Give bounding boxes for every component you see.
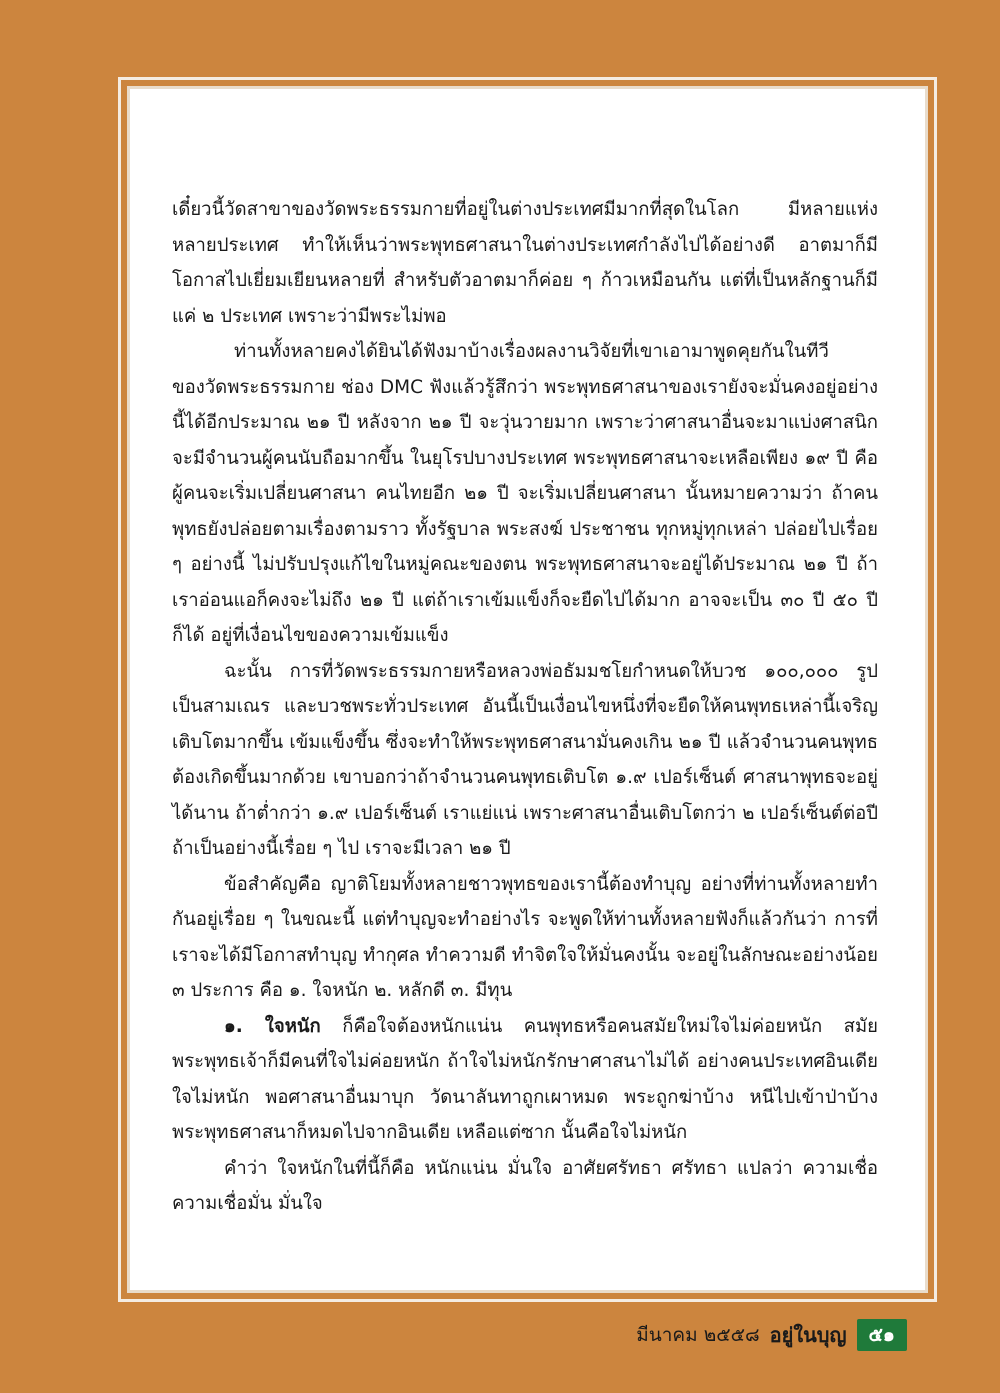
- article-body: [172, 192, 878, 1222]
- paragraph-1: เดี๋ยวนี้วัดสาขาของวัดพระธรรมกายที่อยู่ในต่างประเทศมีมากที่สุดในโลก มีหลายแห่งหลายประเทศ ทำให้เห็นว่าพระพุทธศาสนาในต่างประเทศกำลังไปได้อย่างดี อาตมาก็มีโอกาสไปเยี่ยมเยียนหลายที่ สำหรับตัวอาตมาก็ค่อย ๆ ก้าวเหมือนกัน แต่ที่เป็นหลักฐานก็มีแค่ ๒ ประเทศ เพราะว่ามีพระไม่พอ: [172, 199, 878, 327]
- issue-date: มีนาคม ๒๕๕๘: [636, 1324, 760, 1346]
- page-number-badge: ๕๑: [857, 1319, 907, 1351]
- paragraph-3: ฉะนั้น การที่วัดพระธรรมกายหรือหลวงพ่อธัมมชโยกำหนดให้บวช ๑๐๐,๐๐๐ รูป เป็นสามเณร และบวชพระทั่วประเทศ อันนี้เป็นเงื่อนไขหนึ่งที่จะยืดให้คนพุทธเหล่านี้เจริญเติบโตมากขึ้น เข้มแข็งขึ้น ซึ่งจะทำให้พระพุทธศาสนามั่นคงเกิน ๒๑ ปี แล้วจำนวนคนพุทธต้องเกิดขึ้นมากด้วย เขาบอกว่าถ้าจำนวนคนพุทธเติบโต ๑.๙ เปอร์เซ็นต์ ศาสนาพุทธจะอยู่ได้นาน ถ้าต่ำกว่า ๑.๙ เปอร์เซ็นต์ เราแย่แน่ เพราะศาสนาอื่นเติบโตกว่า ๒ เปอร์เซ็นต์ต่อปี ถ้าเป็นอย่างนี้เรื่อย ๆ ไป เราจะมีเวลา ๒๑ ปี: [172, 660, 878, 859]
- paragraph-5-heading: ๑. ใจหนัก: [224, 1015, 321, 1037]
- page-footer: [636, 1318, 907, 1352]
- paragraph-6: คำว่า ใจหนักในที่นี้ก็คือ หนักแน่น มั่นใจ อาศัยศรัทธา ศรัทธา แปลว่า ความเชื่อ ความเชื่อมั่น มั่นใจ: [172, 1157, 878, 1214]
- paragraph-2: ท่านทั้งหลายคงได้ยินได้ฟังมาบ้างเรื่องผลงานวิจัยที่เขาเอามาพูดคุยกันในทีวีของวัดพระธรรมกาย ช่อง DMC ฟังแล้วรู้สึกว่า พระพุทธศาสนาของเรายังจะมั่นคงอยู่อย่างนี้ได้อีกประมาณ ๒๑ ปี หลังจาก ๒๑ ปี จะวุ่นวายมาก เพราะว่าศาสนาอื่นจะมาแบ่งศาสนิก จะมีจำนวนผู้คนนับถือมากขึ้น ในยุโรปบางประเทศ พระพุทธศาสนาจะเหลือเพียง ๑๙ ปี คือผู้คนจะเริ่มเปลี่ยนศาสนา คนไทยอีก ๒๑ ปี จะเริ่มเปลี่ยนศาสนา นั้นหมายความว่า ถ้าคนพุทธยังปล่อยตามเรื่องตามราว ทั้งรัฐบาล พระสงฆ์ ประชาชน ทุกหมู่ทุกเหล่า ปล่อยไปเรื่อย ๆ อย่างนี้ ไม่ปรับปรุงแก้ไขในหมู่คณะของตน พระพุทธศาสนาจะอยู่ได้ประมาณ ๒๑ ปี ถ้าเราอ่อนแอก็คงจะไม่ถึง ๒๑ ปี แต่ถ้าเราเข้มแข็งก็จะยืดไปได้มาก อาจจะเป็น ๓๐ ปี ๕๐ ปี ก็ได้ อยู่ที่เงื่อนไขของความเข้มแข็ง: [172, 341, 878, 646]
- paragraph-5-text: ก็คือใจต้องหนักแน่น คนพุทธหรือคนสมัยใหม่ใจไม่ค่อยหนัก สมัยพระพุทธเจ้าก็มีคนที่ใจไม่ค่อยหนัก ถ้าใจไม่หนักรักษาศาสนาไม่ได้ อย่างคนประเทศอินเดียใจไม่หนัก พอศาสนาอื่นมาบุก วัดนาลันทาถูกเผาหมด พระถูกฆ่าบ้าง หนีไปเข้าป่าบ้าง พระพุทธศาสนาก็หมดไปจากอินเดีย เหลือแต่ซาก นั้นคือใจไม่หนัก: [172, 1015, 878, 1143]
- paragraph-5: [172, 1009, 878, 1151]
- paragraph-4: ข้อสำคัญคือ ญาติโยมทั้งหลายชาวพุทธของเรานี้ต้องทำบุญ อย่างที่ท่านทั้งหลายทำกันอยู่เรื่อย ๆ ในขณะนี้ แต่ทำบุญจะทำอย่างไร จะพูดให้ท่านทั้งหลายฟังก็แล้วกันว่า การที่เราจะได้มีโอกาสทำบุญ ทำกุศล ทำความดี ทำจิตใจให้มั่นคงนั้น จะอยู่ในลักษณะอย่างน้อย ๓ ประการ คือ ๑. ใจหนัก ๒. หลักดี ๓. มีทุน: [172, 873, 878, 1001]
- magazine-title: อยู่ในบุญ: [769, 1323, 847, 1347]
